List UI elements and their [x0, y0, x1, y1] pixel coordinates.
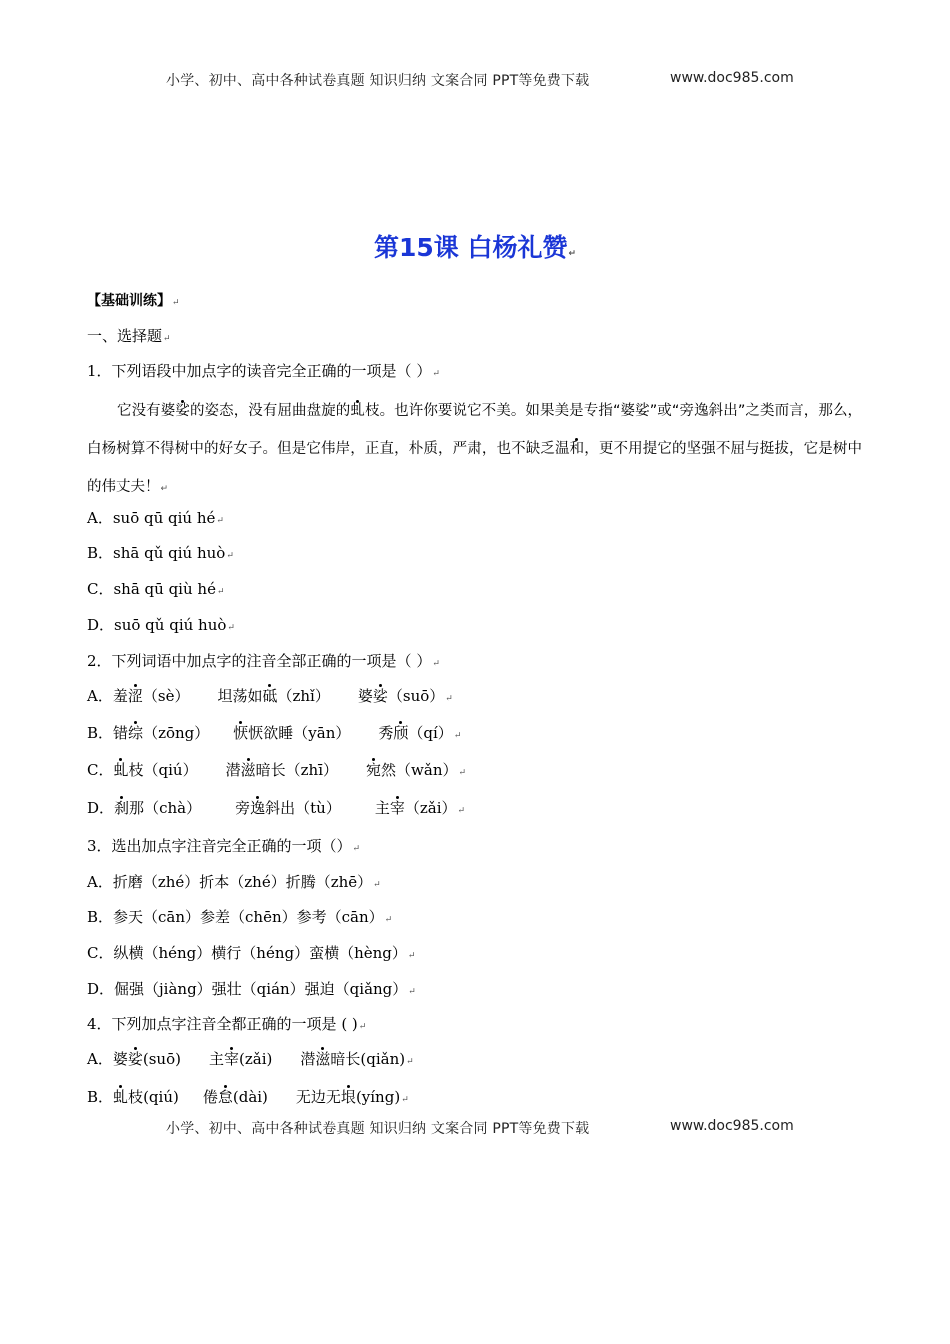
dotted-char: 垠: [340, 1088, 356, 1106]
option-text: B．shā qǔ qiú huò: [87, 544, 226, 562]
word-part: 婆: [112, 1050, 128, 1068]
pinyin: （qiú）: [143, 761, 198, 779]
word-part: 无边无: [295, 1088, 341, 1106]
footer-url[interactable]: www.doc985.com: [670, 1118, 794, 1134]
pinyin: （zhǐ）: [277, 687, 330, 705]
q1-option-c[interactable]: C．shā qū qiù hé↵: [87, 580, 225, 598]
pinyin: (qiú): [143, 1088, 179, 1106]
pinyin: (suō): [142, 1050, 181, 1068]
dotted-char: 刹: [114, 799, 130, 817]
pinyin: （zōng）: [143, 724, 210, 742]
option-text: D．倔强（jiàng）强壮（qián）强迫（qiǎng）: [87, 980, 408, 998]
dotted-char: 宰: [223, 1050, 239, 1068]
q2-option-b[interactable]: B．错综（zōng） 恹恹欲睡（yān） 秀颀（qí）↵: [87, 724, 462, 742]
dotted-char: 怠: [217, 1088, 233, 1106]
pinyin: （yān）: [293, 724, 351, 742]
dotted-char: 娑: [127, 1050, 143, 1068]
dotted-char: 娑: [175, 403, 190, 419]
option-text: A．suō qū qiú hé: [87, 509, 216, 527]
option-label: B．: [87, 724, 114, 742]
word-part: 秀: [378, 724, 394, 742]
title-text: 第15课 白杨礼赞: [373, 233, 568, 262]
word-part: 旁: [235, 799, 251, 817]
dotted-char: 综: [128, 724, 144, 742]
pinyin: （zǎi）: [404, 799, 457, 817]
word-part: 羞: [112, 687, 128, 705]
header-text: 小学、初中、高中各种试卷真题 知识归纳 文案合同 PPT等免费下载: [166, 73, 590, 89]
section-label: 【基础训练】: [87, 293, 171, 309]
passage-seg-b: 的姿态，没有屈曲盘旋的: [189, 403, 351, 419]
passage-seg-a: 它没有婆: [117, 403, 176, 419]
dotted-char: 滋: [240, 761, 256, 779]
pinyin: (dài): [232, 1088, 268, 1106]
option-text: A．折磨（zhé）折本（zhé）折腾（zhē）: [87, 873, 373, 891]
question-1-passage: 它没有婆娑的姿态，没有屈曲盘旋的虬枝。也许你要说它不美。如果美是专指“婆娑”或“旁逸斜出”之类而言，那么，白杨树算不得树中的好女子。但是它伟岸，正直，朴质，严肃，也不缺乏温和，更不用提它的坚强不屈与挺拔，它是树中的伟丈夫！↵: [87, 403, 863, 495]
option-label: A．: [87, 687, 113, 705]
dotted-char: 虬: [113, 1088, 129, 1106]
word-part: 婆: [357, 687, 373, 705]
pinyin: （chà）: [144, 799, 202, 817]
option-text: B．参天（cān）参差（chēn）参考（cān）: [87, 908, 384, 926]
option-text: C．shā qū qiù hé: [87, 580, 216, 598]
q3-option-a[interactable]: A．折磨（zhé）折本（zhé）折腾（zhē）↵: [87, 873, 381, 891]
word-part: 潜: [300, 1050, 316, 1068]
q2-option-a[interactable]: A．羞涩（sè） 坦荡如砥（zhǐ） 婆娑（suō）↵: [87, 687, 453, 705]
word-part: 斜出: [265, 799, 296, 817]
pinyin: (zǎi): [239, 1050, 273, 1068]
q1-option-d[interactable]: D．suō qǔ qiú huò↵: [87, 616, 235, 634]
page-title: 第15课 白杨礼赞↵: [373, 233, 577, 262]
dotted-char: 和: [569, 441, 585, 457]
part-heading: 一、选择题↵: [87, 327, 171, 345]
dotted-char: 逸: [250, 799, 266, 817]
word-part: 那: [129, 799, 145, 817]
q3-option-b[interactable]: B．参天（cān）参差（chēn）参考（cān）↵: [87, 908, 393, 926]
dotted-char: 宰: [389, 799, 405, 817]
pinyin: (yíng): [355, 1088, 401, 1106]
word-part: 枝: [128, 761, 144, 779]
passage-seg-d: ，更不用提它的坚强不屈与挺拔，它是树中的伟丈夫！: [87, 441, 862, 495]
dotted-char: 虬: [113, 761, 129, 779]
word-part: 暗长: [330, 1050, 361, 1068]
dotted-char: 虬: [350, 403, 365, 419]
word-part: 暗长: [255, 761, 286, 779]
q3-option-d[interactable]: D．倔强（jiàng）强壮（qián）强迫（qiǎng）↵: [87, 980, 416, 998]
part-label: 一、选择题: [87, 327, 163, 345]
page-header: [0, 68, 950, 90]
pinyin: （suō）: [387, 687, 445, 705]
q4-option-a[interactable]: A．婆娑(suō) 主宰(zǎi) 潜滋暗长(qiǎn)↵: [87, 1050, 414, 1068]
option-text: D．suō qǔ qiú huò: [87, 616, 227, 634]
question-2-stem: 2．下列词语中加点字的注音全部正确的一项是（ ）↵: [87, 652, 440, 670]
q4-option-b[interactable]: B．虬枝(qiú) 倦怠(dài) 无边无垠(yíng)↵: [87, 1088, 409, 1106]
pinyin: （tù）: [295, 799, 341, 817]
footer-text: 小学、初中、高中各种试卷真题 知识归纳 文案合同 PPT等免费下载: [166, 1121, 590, 1137]
q3-option-c[interactable]: C．纵横（héng）横行（héng）蛮横（hèng）↵: [87, 944, 416, 962]
word-part: 然: [381, 761, 397, 779]
header-url[interactable]: www.doc985.com: [670, 70, 794, 86]
option-label: D．: [87, 799, 115, 817]
passage-seg-c: 枝。也许你要说它不美。如果美是专指“婆娑”或“旁逸斜出”之类而言，那么，白杨树算不得树中的好女子。但是它伟岸，正直，朴质，严肃，也不缺乏温: [87, 403, 863, 457]
word-part: 主: [374, 799, 390, 817]
q2-option-c[interactable]: C．虬枝（qiú） 潜滋暗长（zhī） 宛然（wǎn）↵: [87, 761, 467, 779]
pinyin: （qí）: [408, 724, 453, 742]
section-heading: 【基础训练】↵: [87, 293, 180, 309]
q2-option-d[interactable]: D．刹那（chà） 旁逸斜出（tù） 主宰（zǎi）↵: [87, 799, 466, 817]
pinyin: （wǎn）: [396, 761, 458, 779]
question-3-stem: 3．选出加点字注音完全正确的一项（）↵: [87, 837, 361, 855]
word-part: 枝: [128, 1088, 144, 1106]
word-part: 倦: [202, 1088, 218, 1106]
dotted-char: 滋: [315, 1050, 331, 1068]
dotted-char: 娑: [372, 687, 388, 705]
dotted-char: 涩: [127, 687, 143, 705]
option-label: C．: [87, 761, 114, 779]
option-label: B．: [87, 1088, 114, 1106]
word-part: 潜: [225, 761, 241, 779]
word-part: 错: [113, 724, 129, 742]
pinyin: (qiǎn): [360, 1050, 406, 1068]
pinyin: （sè）: [142, 687, 190, 705]
dotted-char: 颀: [393, 724, 409, 742]
option-label: A．: [87, 1050, 113, 1068]
question-1-stem: 1．下列语段中加点字的读音完全正确的一项是（ ）↵: [87, 362, 440, 380]
dotted-char: 恹: [233, 724, 249, 742]
q1-stem-text: 1．下列语段中加点字的读音完全正确的一项是（ ）: [87, 362, 432, 380]
q2-stem-text: 2．下列词语中加点字的注音全部正确的一项是（ ）: [87, 652, 432, 670]
q3-stem-text: 3．选出加点字注音完全正确的一项（）: [87, 837, 352, 855]
word-part: 坦荡如: [217, 687, 263, 705]
page-footer: [0, 1116, 950, 1138]
q1-option-a[interactable]: A．suō qū qiú hé↵: [87, 509, 224, 527]
word-part: 恹欲睡: [248, 724, 294, 742]
pinyin: （zhī）: [285, 761, 338, 779]
dotted-char: 宛: [366, 761, 382, 779]
question-4-stem: 4．下列加点字注音全都正确的一项是 ( )↵: [87, 1015, 367, 1033]
option-text: C．纵横（héng）横行（héng）蛮横（hèng）: [87, 944, 407, 962]
q1-option-b[interactable]: B．shā qǔ qiú huò↵: [87, 544, 234, 562]
q4-stem-text: 4．下列加点字注音全都正确的一项是 ( ): [87, 1015, 358, 1033]
word-part: 主: [208, 1050, 224, 1068]
dotted-char: 砥: [262, 687, 278, 705]
